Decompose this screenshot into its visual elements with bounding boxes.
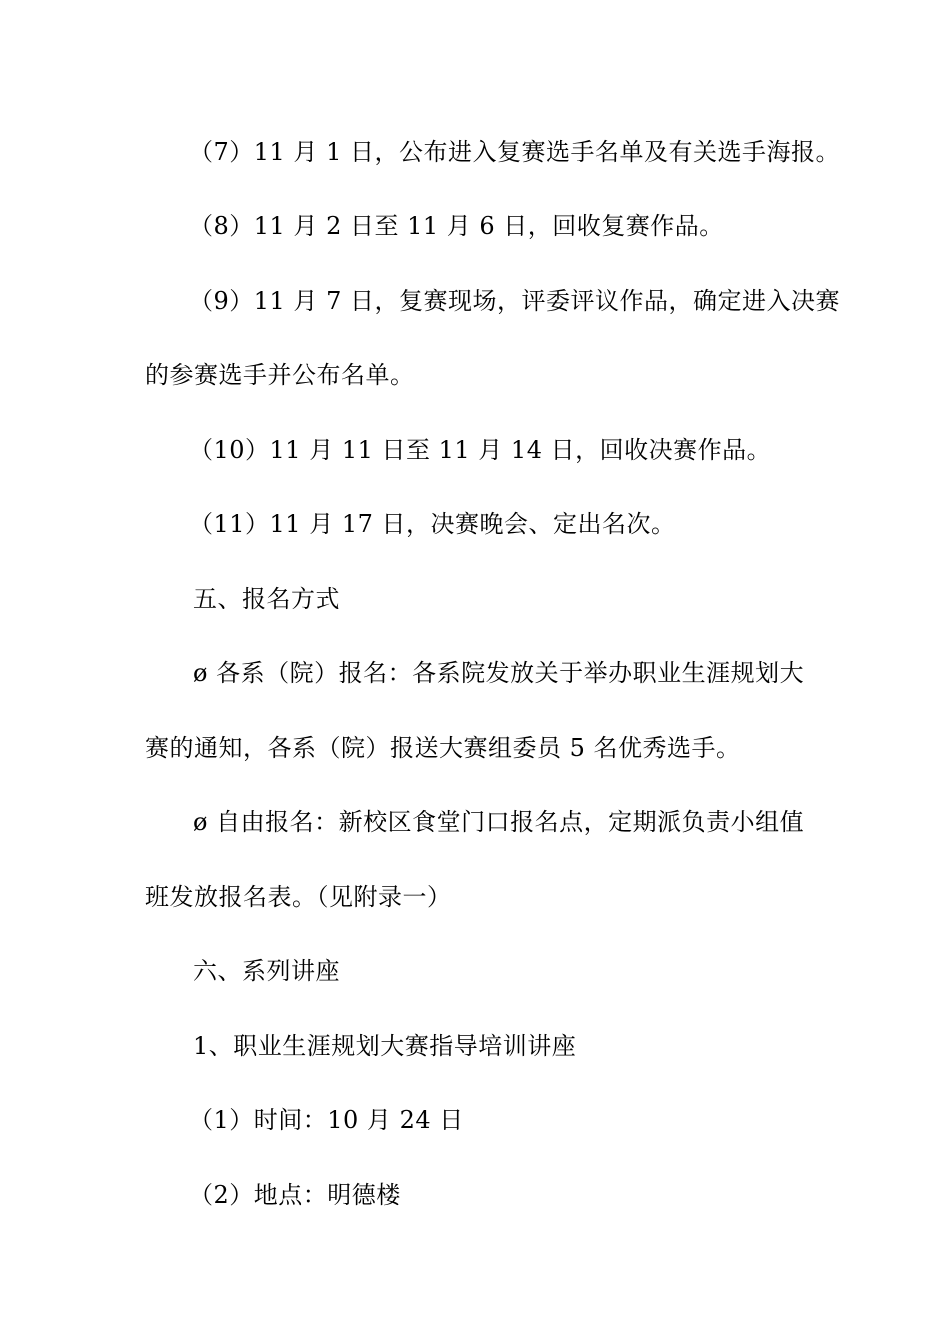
registration-method-department-continued: 赛的通知，各系（院）报送大赛组委员 5 名优秀选手。: [145, 734, 741, 762]
registration-method-department: ø 各系（院）报名：各系院发放关于举办职业生涯规划大: [193, 659, 805, 687]
registration-method-free-continued: 班发放报名表。（见附录一）: [145, 883, 452, 911]
lecture-title: 1、职业生涯规划大赛指导培训讲座: [193, 1032, 577, 1060]
schedule-item-9: （9）11 月 7 日，复赛现场，评委评议作品，确定进入决赛: [189, 287, 840, 315]
schedule-item-9-continued: 的参赛选手并公布名单。: [145, 361, 415, 389]
lecture-time: （1）时间：10 月 24 日: [189, 1106, 464, 1134]
registration-method-free: ø 自由报名：新校区食堂门口报名点，定期派负责小组值: [193, 808, 805, 836]
schedule-item-11: （11）11 月 17 日，决赛晚会、定出名次。: [189, 510, 676, 538]
schedule-item-8: （8）11 月 2 日至 11 月 6 日，回收复赛作品。: [189, 212, 724, 240]
section-heading-lectures: 六、系列讲座: [193, 957, 340, 985]
lecture-location: （2）地点：明德楼: [189, 1181, 401, 1209]
schedule-item-7: （7）11 月 1 日，公布进入复赛选手名单及有关选手海报。: [189, 138, 840, 166]
schedule-item-10: （10）11 月 11 日至 11 月 14 日，回收决赛作品。: [189, 436, 772, 464]
section-heading-registration: 五、报名方式: [193, 585, 340, 613]
